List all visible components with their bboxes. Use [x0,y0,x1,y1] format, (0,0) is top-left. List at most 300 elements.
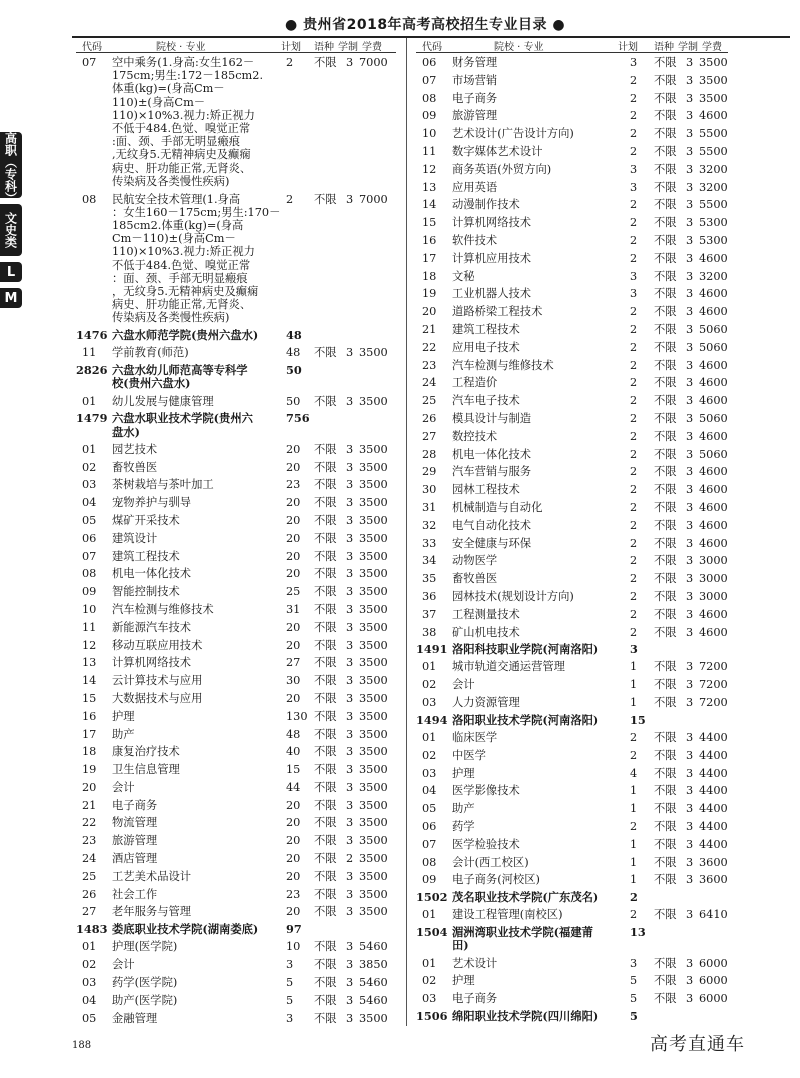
row-years: 3 [686,696,694,710]
row-lang: 不限 [314,460,337,474]
row-code: 09 [422,109,437,123]
row-name: 机电一体化技术 [452,447,532,461]
row-years: 3 [346,394,354,408]
major-row [416,957,728,975]
row-fee: 4600 [699,305,728,319]
major-row [76,976,396,994]
major-row [76,888,396,906]
row-name: 洛阳职业技术学院(河南洛阳) [452,712,599,727]
column-divider [406,38,407,1026]
row-lang: 不限 [314,192,337,206]
row-code: 15 [82,691,97,705]
row-plan: 1 [630,660,638,674]
major-row [416,216,728,234]
row-fee: 3500 [359,869,388,883]
major-row [76,585,396,603]
row-name: 老年服务与管理 [112,905,192,919]
row-name: 临床医学 [452,731,498,745]
row-name: 电子商务 [452,91,498,105]
row-lang: 不限 [314,763,337,777]
row-lang: 不限 [654,447,677,461]
row-code: 04 [82,993,97,1007]
row-fee: 3500 [359,496,388,510]
row-plan: 2 [630,394,638,408]
row-years: 3 [346,442,354,456]
row-years: 3 [686,554,694,568]
row-plan: 2 [630,127,638,141]
row-lang: 不限 [654,429,677,443]
row-code: 14 [422,198,437,212]
row-years: 3 [346,905,354,919]
major-row [416,519,728,537]
row-lang: 不限 [654,554,677,568]
header-name: 院校 · 专业 [156,42,206,53]
row-plan: 3 [630,269,638,283]
row-name: 安全健康与环保 [452,536,532,550]
row-plan: 2 [630,607,638,621]
row-name: 卫生信息管理 [112,763,180,777]
major-row [416,341,728,359]
major-row [416,270,728,288]
row-years: 3 [686,956,694,970]
major-row [76,193,396,330]
row-years: 3 [686,180,694,194]
major-row [416,198,728,216]
row-years: 3 [686,625,694,639]
major-row [416,537,728,555]
row-fee: 5460 [359,976,388,990]
row-name: 商务英语(外贸方向) [452,162,552,176]
row-lang: 不限 [654,251,677,265]
row-lang: 不限 [654,908,677,922]
row-years: 3 [346,56,354,69]
row-years: 3 [346,638,354,652]
header-years: 学制 [678,42,698,53]
row-name: 动物医学 [452,554,498,568]
row-years: 3 [346,585,354,599]
row-lang: 不限 [314,56,337,69]
row-name: 畜牧兽医 [112,460,158,474]
row-plan: 2 [630,429,638,443]
row-code: 05 [422,802,437,816]
major-row [416,873,728,891]
row-lang: 不限 [654,73,677,87]
row-years: 3 [346,763,354,777]
major-row [76,745,396,763]
row-lang: 不限 [314,940,337,954]
major-row [76,514,396,532]
row-name: 模具设计与制造 [452,411,532,425]
row-code: 01 [82,940,97,954]
row-name: 人力资源管理 [452,696,520,710]
row-name: 大数据技术与应用 [112,691,203,705]
major-row [76,56,396,193]
row-plan: 20 [286,567,301,581]
row-fee: 3500 [359,620,388,634]
row-years: 3 [686,162,694,176]
row-code: 01 [422,731,437,745]
row-plan: 2 [630,748,638,762]
row-code: 01 [422,908,437,922]
row-plan: 2 [630,109,638,123]
row-lang: 不限 [314,745,337,759]
row-name: 空中乘务(1.身高:女生162－ 175cm;男生:172－185cm2. 体重(kg)=(身高Cm－ 110)±(身高Cm－ 110)×10%3.视力:矫正视力 不低于484.色觉、嗅觉正常 :面、颈、手部无明显瘢痕 ,无纹身5.无精神病史及癫痫 病史、肝功能正常,无肾炎、 传染病及各类慢性疾病) [112,56,264,188]
row-years: 3 [346,940,354,954]
row-code: 1506 [416,1009,448,1023]
row-years: 3 [346,549,354,563]
row-lang: 不限 [654,233,677,247]
row-plan: 2 [630,340,638,354]
row-code: 05 [82,1011,97,1025]
major-row [416,856,728,874]
row-plan: 2 [630,625,638,639]
row-lang: 不限 [654,660,677,674]
left-table-body [76,56,396,1029]
row-code: 02 [422,678,437,692]
row-plan: 2 [630,73,638,87]
row-name: 新能源汽车技术 [112,620,192,634]
major-row [416,749,728,767]
row-name: 绵阳职业技术学院(四川绵阳) [452,1009,599,1023]
row-name: 中医学 [452,748,486,762]
major-row [416,430,728,448]
row-name: 建筑工程技术 [452,322,520,336]
major-row [76,852,396,870]
row-plan: 2 [630,216,638,230]
row-name: 药学(医学院) [112,976,178,990]
row-years: 3 [686,127,694,141]
row-plan: 2 [630,251,638,265]
row-fee: 4600 [699,518,728,532]
row-lang: 不限 [654,625,677,639]
row-code: 09 [422,873,437,887]
row-name: 茂名职业技术学院(广东茂名) [452,890,599,905]
major-row [416,483,728,501]
row-plan: 2 [630,554,638,568]
row-name: 会计(西工校区) [452,855,529,869]
row-lang: 不限 [654,358,677,372]
row-lang: 不限 [654,91,677,105]
row-lang: 不限 [314,442,337,456]
row-fee: 3500 [359,394,388,408]
row-lang: 不限 [654,731,677,745]
row-name: 会计 [452,678,475,692]
school-row [76,923,396,940]
row-lang: 不限 [654,873,677,887]
row-name: 数控技术 [452,429,498,443]
row-name: 工程测量技术 [452,607,520,621]
row-fee: 3600 [699,855,728,869]
row-plan: 756 [286,411,310,426]
major-row [416,127,728,145]
row-name: 园林技术(规划设计方向) [452,589,574,603]
row-years: 3 [346,727,354,741]
major-row [76,958,396,976]
row-name: 智能控制技术 [112,585,180,599]
row-code: 04 [82,496,97,510]
row-fee: 3500 [359,887,388,901]
row-fee: 7200 [699,660,728,674]
row-code: 22 [82,816,97,830]
school-row [76,412,396,442]
row-fee: 3500 [359,638,388,652]
major-row [416,74,728,92]
row-code: 02 [82,958,97,972]
row-name: 电子商务 [112,798,158,812]
row-plan: 2 [630,572,638,586]
row-years: 3 [686,974,694,988]
row-code: 25 [422,394,437,408]
row-years: 3 [686,411,694,425]
row-lang: 不限 [654,162,677,176]
row-lang: 不限 [314,780,337,794]
row-fee: 3500 [359,834,388,848]
column-header [76,38,396,53]
row-plan: 20 [286,691,301,705]
row-fee: 5060 [699,447,728,461]
row-code: 08 [82,567,97,581]
row-lang: 不限 [654,589,677,603]
row-plan: 50 [286,363,302,378]
row-lang: 不限 [314,602,337,616]
school-row [76,329,396,346]
row-fee: 7000 [359,192,388,206]
row-plan: 20 [286,496,301,510]
row-name: 六盘水职业技术学院(贵州六 盘水) [112,411,253,439]
row-years: 3 [346,709,354,723]
row-lang: 不限 [314,394,337,408]
row-fee: 3500 [359,549,388,563]
row-plan: 2 [630,890,638,905]
row-years: 3 [346,460,354,474]
row-name: 建筑设计 [112,531,158,545]
row-fee: 3500 [359,656,388,670]
row-plan: 5 [630,1009,638,1023]
row-name: 学前教育(师范) [112,346,189,360]
row-years: 3 [346,620,354,634]
major-row [416,501,728,519]
row-fee: 5460 [359,940,388,954]
row-years: 3 [686,340,694,354]
row-years: 3 [686,376,694,390]
row-name: 助产(医学院) [112,993,178,1007]
right-table-body [416,56,728,1027]
major-row [416,608,728,626]
school-row [416,643,728,660]
row-years: 3 [686,731,694,745]
side-tab-liberal-arts: 文史类 [0,204,22,256]
row-plan: 2 [630,305,638,319]
row-plan: 15 [630,712,646,727]
row-fee: 4600 [699,607,728,621]
row-code: 1502 [416,890,448,905]
major-row [416,731,728,749]
row-name: 护理 [452,974,475,988]
row-name: 机械制造与自动化 [452,500,543,514]
row-name: 会计 [112,958,135,972]
row-name: 云计算技术与应用 [112,674,203,688]
row-fee: 4600 [699,483,728,497]
row-name: 矿山机电技术 [452,625,520,639]
row-years: 3 [346,531,354,545]
row-code: 23 [422,358,437,372]
row-code: 01 [422,660,437,674]
row-code: 16 [82,709,97,723]
row-fee: 3500 [359,1011,388,1025]
row-years: 3 [686,305,694,319]
row-years: 3 [686,465,694,479]
row-fee: 6000 [699,992,728,1006]
major-row [416,838,728,856]
row-plan: 2 [630,465,638,479]
row-plan: 40 [286,745,301,759]
row-plan: 5 [286,976,294,990]
row-code: 21 [82,798,97,812]
row-fee: 5060 [699,411,728,425]
row-plan: 20 [286,905,301,919]
row-fee: 7000 [359,56,388,69]
row-lang: 不限 [654,500,677,514]
row-code: 29 [422,465,437,479]
row-plan: 2 [630,411,638,425]
major-row [76,550,396,568]
major-row [416,252,728,270]
row-code: 06 [82,531,97,545]
row-name: 助产 [112,727,135,741]
row-fee: 4600 [699,429,728,443]
row-fee: 3500 [359,674,388,688]
row-fee: 3200 [699,162,728,176]
major-row [76,816,396,834]
row-lang: 不限 [314,674,337,688]
side-tab-vocational: 高职（专科） [0,132,22,198]
school-row [416,714,728,731]
row-lang: 不限 [314,346,337,360]
row-lang: 不限 [654,411,677,425]
row-plan: 3 [286,1011,294,1025]
row-lang: 不限 [654,322,677,336]
row-fee: 3500 [359,852,388,866]
row-name: 护理 [452,766,475,780]
row-years: 3 [346,691,354,705]
row-fee: 3500 [359,567,388,581]
row-plan: 23 [286,887,301,901]
row-fee: 4600 [699,625,728,639]
row-plan: 3 [630,56,638,69]
row-fee: 4600 [699,358,728,372]
row-lang: 不限 [654,974,677,988]
major-row [416,590,728,608]
row-years: 3 [686,429,694,443]
row-plan: 20 [286,816,301,830]
major-row [416,448,728,466]
row-plan: 2 [630,144,638,158]
row-code: 03 [422,696,437,710]
row-years: 3 [686,784,694,798]
row-name: 娄底职业技术学院(湖南娄底) [112,922,259,937]
row-plan: 5 [286,993,294,1007]
row-code: 05 [82,513,97,527]
row-name: 财务管理 [452,56,498,69]
row-lang: 不限 [654,820,677,834]
row-fee: 3200 [699,180,728,194]
row-fee: 5500 [699,127,728,141]
row-name: 艺术设计 [452,956,498,970]
row-years: 3 [686,536,694,550]
row-code: 16 [422,233,437,247]
row-fee: 3200 [699,269,728,283]
row-fee: 5500 [699,144,728,158]
row-code: 1491 [416,642,448,657]
watermark: 高考直通车 [650,1034,745,1055]
row-code: 01 [82,442,97,456]
row-name: 园林工程技术 [452,483,520,497]
row-fee: 4600 [699,536,728,550]
row-plan: 2 [630,589,638,603]
major-row [76,395,396,413]
row-lang: 不限 [314,478,337,492]
row-plan: 3 [630,956,638,970]
row-name: 电子商务(河校区) [452,873,540,887]
row-fee: 4600 [699,109,728,123]
major-row [416,784,728,802]
row-plan: 50 [286,394,301,408]
row-years: 3 [686,447,694,461]
row-fee: 4600 [699,287,728,301]
row-code: 08 [82,192,97,206]
row-code: 20 [82,780,97,794]
column-header [416,38,728,53]
row-years: 3 [346,958,354,972]
row-lang: 不限 [654,287,677,301]
row-code: 02 [422,748,437,762]
row-name: 康复治疗技术 [112,745,180,759]
row-name: 金融管理 [112,1011,158,1025]
row-plan: 25 [286,585,301,599]
major-row [416,626,728,644]
row-fee: 3500 [359,442,388,456]
row-code: 1494 [416,712,448,727]
side-tab-m: M [0,288,22,308]
row-code: 10 [82,602,97,616]
row-code: 35 [422,572,437,586]
row-code: 09 [82,585,97,599]
row-name: 宠物养护与驯导 [112,496,192,510]
row-code: 15 [422,216,437,230]
row-name: 艺术设计(广告设计方向) [452,127,574,141]
row-fee: 4400 [699,837,728,851]
row-lang: 不限 [654,748,677,762]
row-years: 3 [346,602,354,616]
row-years: 3 [686,144,694,158]
row-lang: 不限 [654,992,677,1006]
row-fee: 5300 [699,216,728,230]
row-code: 34 [422,554,437,568]
row-years: 3 [346,346,354,360]
row-plan: 2 [630,518,638,532]
row-plan: 1 [630,784,638,798]
row-lang: 不限 [314,816,337,830]
row-code: 08 [422,855,437,869]
major-row [76,603,396,621]
row-plan: 2 [286,56,294,69]
row-fee: 4400 [699,784,728,798]
row-lang: 不限 [314,993,337,1007]
row-code: 07 [82,56,97,69]
row-years: 3 [686,992,694,1006]
school-row [416,891,728,908]
row-plan: 3 [630,162,638,176]
